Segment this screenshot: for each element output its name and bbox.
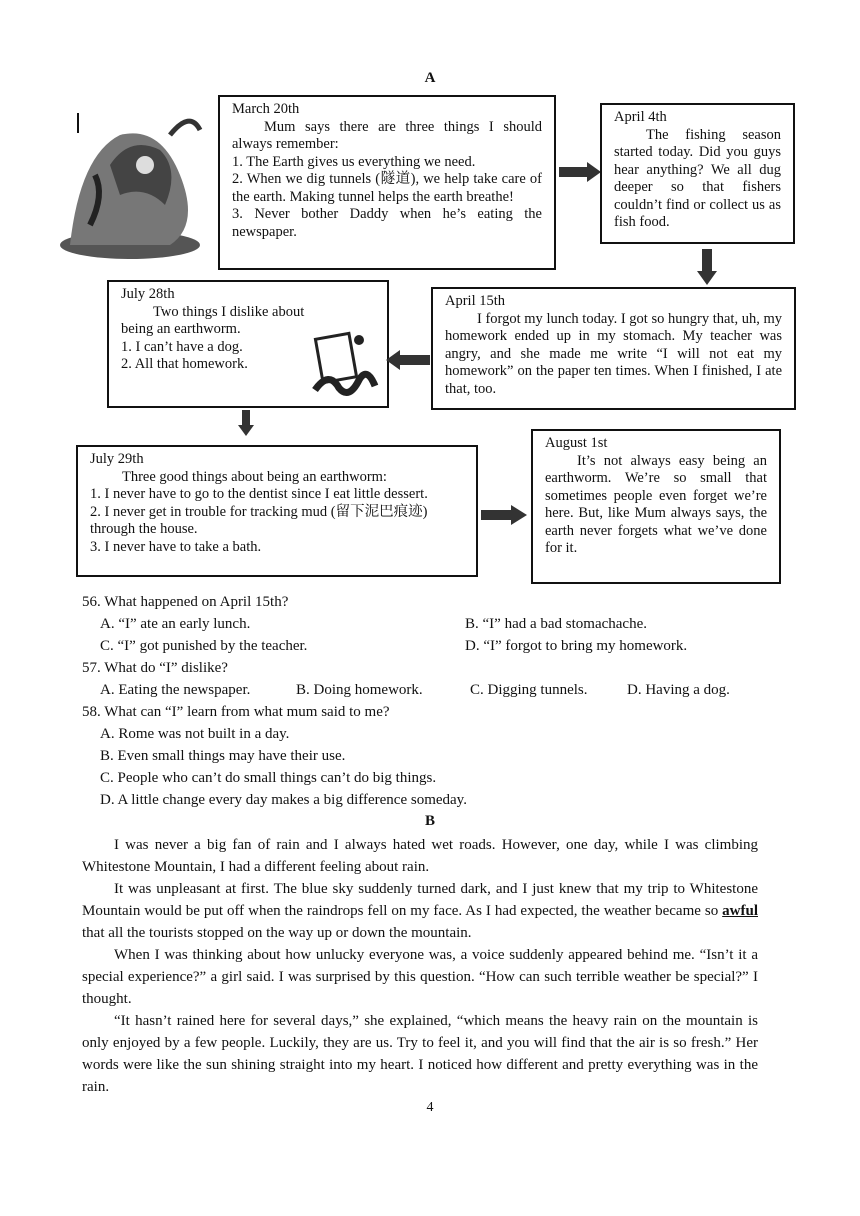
question-58-option-a: A. Rome was not built in a day. [100,726,290,742]
diary-item: 3. I never have to take a bath. [90,538,262,555]
diary-aug1 [531,429,781,584]
diary-april4 [600,103,795,244]
question-56-option-a: A. “I” ate an early lunch. [100,616,251,632]
earthworm-illustration [50,95,210,265]
question-57-option-b: B. Doing homework. [296,682,423,698]
question-56-stem: 56. What happened on April 15th? [82,594,289,610]
question-56-option-c: C. “I” got punished by the teacher. [100,638,308,654]
question-58-stem: 58. What can “I” learn from what mum said to me? [82,704,390,720]
diary-intro: Three good things about being an earthworm: [122,468,387,485]
diary-date: July 29th [90,451,144,467]
diary-july29 [76,445,478,577]
passage-paragraph: “It hasn’t rained here for several days,” she explained, “which means the heavy rain on the mountain is only enjoyed by a few people. Luckily, they are us. Try to feel it, and you will find that the air is so fresh.” Her words were like the sun shining straight into my heart. I noticed how different and pretty everything was in the rain. [82,1013,758,1095]
diary-july28 [107,280,389,408]
worm-with-homework-illustration [309,330,381,398]
passage-text: that all the tourists stopped on the way up or down the mountain. [82,925,472,941]
diary-date: March 20th [232,101,300,117]
diary-intro: Mum says there are three things I should always remember: [232,118,542,152]
diary-march20 [218,95,556,270]
diary-text: I forgot my lunch today. I got so hungry that, uh, my homework ended up in my stomach. My teacher was angry, and she made me write “I will not eat my homework” on the paper ten times. When I finished, I ate that, too. [445,310,782,397]
diary-text: It’s not always easy being an earthworm. We’re so small that sometimes people even forget we’re here. But, like Mum always says, the earth never forgets what we’ve done for it. [545,452,767,556]
diary-intro: Two things I dislike about being an earthworm. [121,303,305,337]
question-58-option-b: B. Even small things may have their use. [100,748,346,764]
section-b-heading: B [424,813,435,829]
page-number: 4 [426,1100,434,1115]
question-56-option-b: B. “I” had a bad stomachache. [465,616,647,632]
passage-paragraph: I was never a big fan of rain and I always hated wet roads. However, one day, while I was climbing Whitestone Mountain, I had a different feeling about rain. [82,837,758,875]
passage-paragraph [82,878,758,944]
diary-date: April 15th [445,293,506,309]
diary-item: 1. The Earth gives us everything we need. [232,153,476,170]
diary-item: 1. I can’t have a dog. [121,338,243,355]
question-56-option-d: D. “I” forgot to bring my homework. [465,638,688,654]
diary-text: The fishing season started today. Did you guys hear anything? We all dug deeper so that fishers couldn’t find or collect us as fish food. [614,126,781,230]
passage-paragraph: When I was thinking about how unlucky everyone was, a voice suddenly appeared behind me. “Isn’t it a special experience?” a girl said. I was surprised by this question. “How can such terrible weather be special?” I thought. [82,947,758,1007]
diary-item: 2. All that homework. [121,356,248,372]
diary-item: 2. When we dig tunnels (隧道), we help take care of the earth. Making tunnel helps the earth breathe! [232,171,542,205]
question-58-option-c: C. People who can’t do small things can’t do big things. [100,770,437,786]
arrow-right-icon [559,162,601,182]
diary-date: April 4th [614,109,667,125]
diary-item: 3. Never bother Daddy when he’s eating the newspaper. [232,206,542,240]
vocab-underlined-word: awful [722,903,758,919]
arrow-right-icon [481,505,527,525]
section-a-heading: A [424,70,436,86]
arrow-left-icon [386,350,430,370]
passage-b [82,834,758,1098]
diary-date: August 1st [545,435,608,451]
arrow-down-icon [238,410,254,436]
question-57-option-a: A. Eating the newspaper. [100,682,251,698]
diary-date: July 28th [121,286,175,302]
question-57-option-d: D. Having a dog. [627,682,730,698]
diary-april15 [431,287,796,410]
question-58-option-d: D. A little change every day makes a big difference someday. [100,792,467,808]
question-57-stem: 57. What do “I” dislike? [82,660,228,676]
passage-text: It was unpleasant at first. The blue sky suddenly turned dark, and I just knew that my trip to Whitestone Mountain would be put off when the raindrops fell on my face. As I had expected, the weather became so [82,881,758,919]
diary-item: 1. I never have to go to the dentist since I eat little dessert. [90,486,428,502]
diary-item: 2. I never get in trouble for tracking mud (留下泥巴痕迹) through the house. [90,503,428,537]
arrow-down-icon [697,249,717,285]
question-57-option-c: C. Digging tunnels. [470,682,588,698]
